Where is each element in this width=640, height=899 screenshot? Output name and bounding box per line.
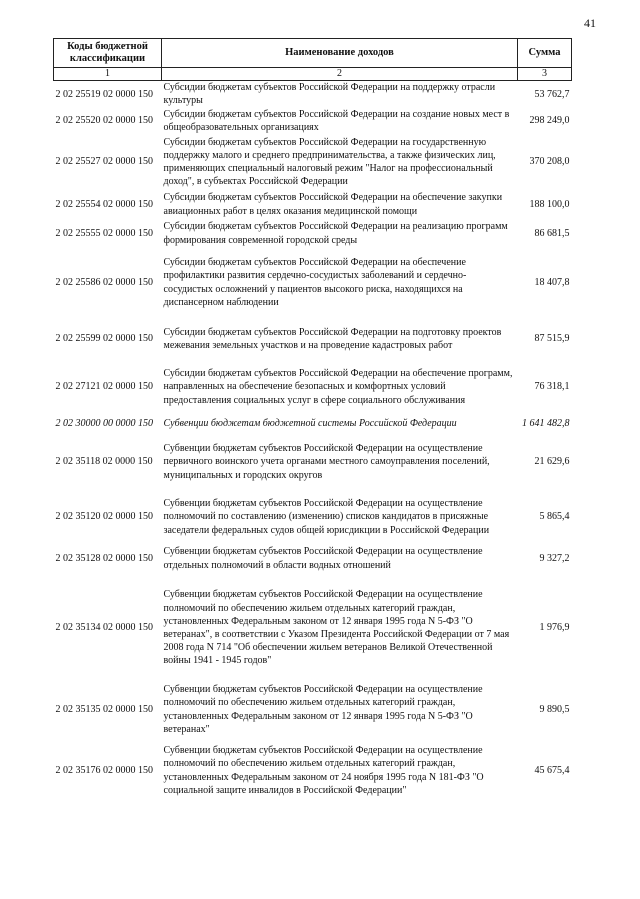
name-cell: Субсидии бюджетам субъектов Российской Федерации на создание новых мест в общеобразовательных организациях	[163, 108, 510, 133]
table-header-number-row	[54, 68, 572, 81]
amount-cell: 53 762,7	[534, 88, 570, 100]
table-row	[54, 81, 572, 108]
code-cell: 2 02 25586 02 0000 150	[55, 276, 153, 288]
code-cell: 2 02 35128 02 0000 150	[55, 552, 153, 564]
amount-cell: 298 249,0	[529, 115, 570, 127]
code-cell: 2 02 35120 02 0000 150	[55, 511, 153, 523]
table-row	[54, 248, 572, 318]
table-row	[54, 361, 572, 414]
table-row	[54, 414, 572, 434]
code-cell: 2 02 35118 02 0000 150	[55, 456, 153, 468]
page-number: 41	[584, 16, 596, 30]
header-codes: Коды бюджетной классификации	[54, 39, 162, 68]
table-row	[54, 574, 572, 683]
table-row	[54, 190, 572, 220]
amount-cell: 188 100,0	[529, 198, 570, 210]
code-cell: 2 02 30000 00 0000 150	[55, 417, 153, 429]
table-row	[54, 434, 572, 491]
amount-cell: 86 681,5	[534, 227, 570, 239]
name-cell: Субсидии бюджетам субъектов Российской Федерации на обеспечение профилактики развития сердечно-сосудистых заболеваний и сердечно-сосудистых осложнений у пациентов высокого риска, находящихся на диспансерном наблюдении	[163, 257, 467, 308]
name-cell: Субвенции бюджетам субъектов Российской Федерации на осуществление полномочий по обеспечению жильем отдельных категорий граждан, установленных Федеральным законом от 12 января 1995 года N 5-ФЗ "О ветеранах", в соответствии с Указом Президента Российской Федерации от 7 мая 2008 года N 714 "Об обеспечении жильем ветеранов Великой Отечественной войны 1941 - 1945 годов"	[163, 589, 510, 667]
table-row	[54, 683, 572, 737]
amount-cell: 9 327,2	[539, 552, 570, 564]
table-row	[54, 318, 572, 361]
amount-cell: 1 641 482,8	[522, 417, 570, 429]
code-cell: 2 02 27121 02 0000 150	[55, 381, 153, 393]
header-number-3: 3	[518, 68, 572, 81]
header-number-2: 2	[162, 68, 518, 81]
table-row	[54, 491, 572, 544]
name-cell: Субвенции бюджетам бюджетной системы Российской Федерации	[163, 417, 457, 429]
table-header-row	[54, 39, 572, 68]
code-cell: 2 02 25599 02 0000 150	[55, 333, 153, 345]
amount-cell: 87 515,9	[534, 333, 570, 345]
code-cell: 2 02 25519 02 0000 150	[55, 88, 153, 100]
table-body	[54, 81, 572, 805]
amount-cell: 5 865,4	[539, 511, 570, 523]
name-cell: Субвенции бюджетам субъектов Российской Федерации на осуществление отдельных полномочий в области водных отношений	[163, 546, 483, 571]
code-cell: 2 02 25555 02 0000 150	[55, 227, 153, 239]
amount-cell: 18 407,8	[534, 276, 570, 288]
code-cell: 2 02 25554 02 0000 150	[55, 198, 153, 210]
name-cell: Субсидии бюджетам субъектов Российской Федерации на обеспечение закупки авиационных работ в целях оказания медицинской помощи	[163, 192, 503, 217]
header-name: Наименование доходов	[162, 39, 518, 68]
code-cell: 2 02 35135 02 0000 150	[55, 703, 153, 715]
name-cell: Субвенции бюджетам субъектов Российской Федерации на осуществление полномочий по составлению (изменению) списков кандидатов в присяжные заседатели федеральных судов общей юрисдикции в Российской Федерации	[163, 498, 490, 536]
amount-cell: 370 208,0	[529, 156, 570, 168]
budget-table	[53, 38, 572, 805]
code-cell: 2 02 35176 02 0000 150	[55, 764, 153, 776]
name-cell: Субсидии бюджетам субъектов Российской Федерации на государственную поддержку малого и среднего предпринимательства, а также физических лиц, применяющих специальный налоговый режим "Налог на профессиональный доход", в субъектах Российской Федерации	[163, 136, 496, 188]
code-cell: 2 02 35134 02 0000 150	[55, 622, 153, 634]
table-row	[54, 737, 572, 805]
amount-cell: 9 890,5	[539, 703, 570, 715]
name-cell: Субвенции бюджетам субъектов Российской Федерации на осуществление полномочий по обеспечению жильем отдельных категорий граждан, установленных Федеральным законом от 24 ноября 1995 года N 181-ФЗ "О социальной защите инвалидов в Российской Федерации"	[163, 745, 484, 796]
name-cell: Субсидии бюджетам субъектов Российской Федерации на подготовку проектов межевания земельных участков и на проведение кадастровых работ	[163, 326, 502, 351]
header-number-1: 1	[54, 68, 162, 81]
table-row	[54, 108, 572, 135]
table-row	[54, 220, 572, 248]
code-cell: 2 02 25527 02 0000 150	[55, 156, 153, 168]
name-cell: Субсидии бюджетам субъектов Российской Федерации на реализацию программ формирования современной городской среды	[163, 221, 508, 246]
code-cell: 2 02 25520 02 0000 150	[55, 115, 153, 127]
name-cell: Субсидии бюджетам субъектов Российской Федерации на поддержку отрасли культуры	[163, 82, 496, 107]
table-row	[54, 544, 572, 574]
amount-cell: 1 976,9	[539, 622, 570, 634]
amount-cell: 21 629,6	[534, 456, 570, 468]
header-amount: Сумма	[518, 39, 572, 68]
table-row	[54, 135, 572, 190]
name-cell: Субвенции бюджетам субъектов Российской Федерации на осуществление полномочий по обеспечению жильем отдельных категорий граждан, установленных Федеральным законом от 12 января 1995 года N 5-ФЗ "О ветеранах"	[163, 684, 483, 735]
amount-cell: 45 675,4	[534, 764, 570, 776]
name-cell: Субвенции бюджетам субъектов Российской Федерации на осуществление первичного воинского учета органами местного самоуправления поселений, муниципальных и городских округов	[163, 443, 490, 481]
name-cell: Субсидии бюджетам субъектов Российской Федерации на обеспечение программ, направленных на обеспечение безопасных и комфортных условий предоставления социальных услуг в сфере социального обслуживания	[163, 368, 513, 406]
amount-cell: 76 318,1	[534, 381, 570, 393]
